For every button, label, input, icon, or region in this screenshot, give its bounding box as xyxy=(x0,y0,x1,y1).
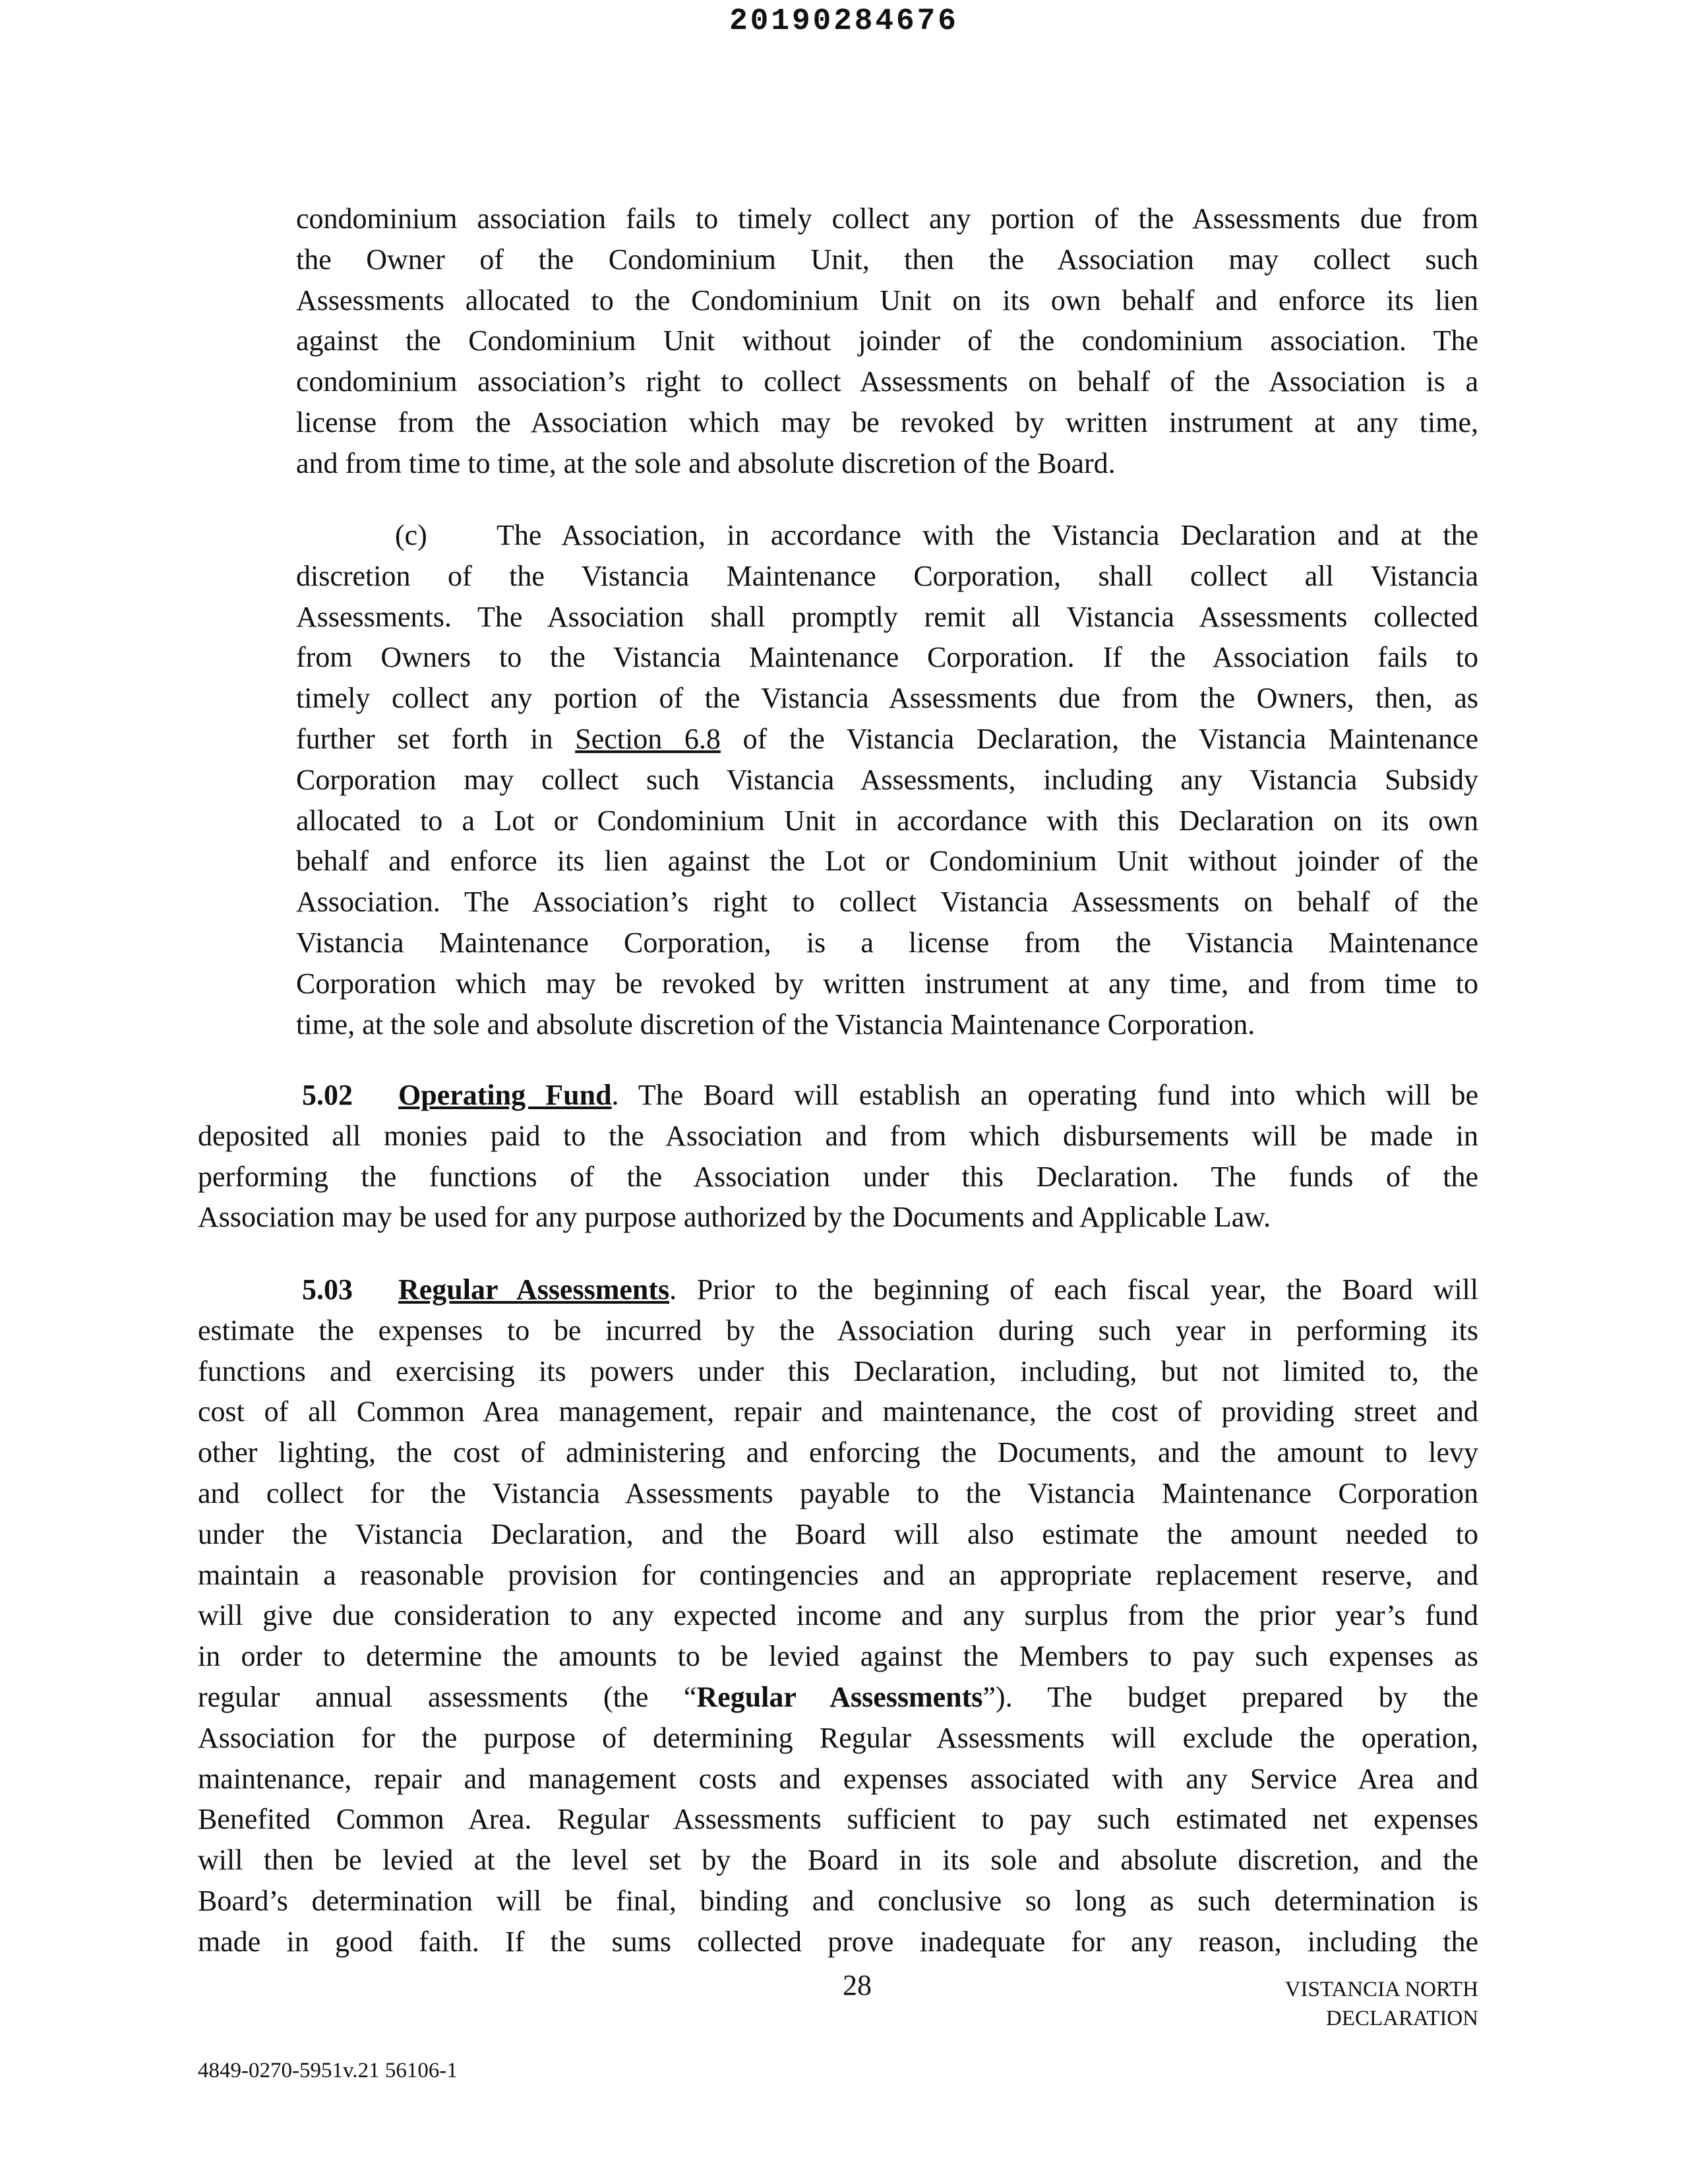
text-line: timely collect any portion of the Vistancia Assessments due from the Owners, then, as xyxy=(296,682,1478,715)
text-line xyxy=(296,719,1478,760)
section-number: 5.02 xyxy=(302,1079,353,1111)
text-line: behalf and enforce its lien against the Lot or Condominium Unit without joinder of the xyxy=(296,845,1478,878)
text-span: ”). The budget prepared by the xyxy=(982,1680,1478,1713)
text-line: condominium association’s right to collect Assessments on behalf of the Association is a xyxy=(296,365,1478,398)
text-line: Assessments allocated to the Condominium Unit on its own behalf and enforce its lien xyxy=(296,284,1478,317)
text-line xyxy=(198,1677,1478,1718)
text-span: regular annual assessments (the “ xyxy=(198,1680,697,1713)
text-line: Benefited Common Area. Regular Assessments sufficient to pay such estimated net expenses xyxy=(198,1803,1478,1836)
text-line: license from the Association which may be revoked by written instrument at any time, xyxy=(296,406,1478,439)
text-line: discretion of the Vistancia Maintenance Corporation, shall collect all Vistancia xyxy=(296,559,1478,592)
text-line: made in good faith. If the sums collected prove inadequate for any reason, including the xyxy=(198,1925,1478,1958)
document-id: 4849-0270-5951v.21 56106-1 xyxy=(198,2059,458,2082)
section-heading: Operating Fund xyxy=(398,1079,612,1111)
text-line: other lighting, the cost of administering and enforcing the Documents, and the amount to levy xyxy=(198,1436,1478,1469)
paragraph-c xyxy=(296,515,1478,1045)
text-span: of the Vistancia Declaration, the Vistancia Maintenance xyxy=(720,722,1478,755)
recording-number: 20190284676 xyxy=(729,4,959,38)
text-line xyxy=(198,1075,1478,1116)
document-title-line: VISTANCIA NORTH xyxy=(1284,1978,1478,2001)
defined-term: Regular Assessments xyxy=(696,1680,983,1713)
document-title-line: DECLARATION xyxy=(1326,2007,1478,2030)
paragraph-c-first-line: The Association, in accordance with the Vistancia Declaration and at the xyxy=(497,519,1478,551)
paragraph-b-continuation xyxy=(296,198,1478,484)
text-line: performing the functions of the Association under this Declaration. The funds of the xyxy=(198,1160,1478,1193)
text-line: condominium association fails to timely collect any portion of the Assessments due from xyxy=(296,202,1478,235)
text-line: Assessments. The Association shall promptly remit all Vistancia Assessments collected xyxy=(296,600,1478,633)
section-heading: Regular Assessments xyxy=(398,1273,670,1306)
text-line: Corporation may collect such Vistancia Assessments, including any Vistancia Subsidy xyxy=(296,763,1478,796)
text-line xyxy=(198,1269,1478,1310)
text-line: and collect for the Vistancia Assessments payable to the Vistancia Maintenance Corporation xyxy=(198,1476,1478,1509)
text-line: from Owners to the Vistancia Maintenance Corporation. If the Association fails to xyxy=(296,641,1478,674)
section-5-02 xyxy=(198,1075,1478,1238)
text-line: deposited all monies paid to the Association and from which disbursements will be made in xyxy=(198,1119,1478,1152)
text-line: Association for the purpose of determining Regular Assessments will exclude the operation, xyxy=(198,1721,1478,1754)
text-line: maintenance, repair and management costs and expenses associated with any Service Area and xyxy=(198,1762,1478,1795)
page-number: 28 xyxy=(843,1969,872,2001)
section-number: 5.03 xyxy=(302,1273,353,1306)
document-title xyxy=(1083,1975,1478,2033)
text-line: will give due consideration to any expected income and any surplus from the prior year’s fund xyxy=(198,1599,1478,1632)
text-line: Corporation which may be revoked by written instrument at any time, and from time to xyxy=(296,967,1478,1000)
text-line: and from time to time, at the sole and absolute discretion of the Board. xyxy=(296,446,1116,479)
text-line xyxy=(296,515,1478,556)
text-line: under the Vistancia Declaration, and the Board will also estimate the amount needed to xyxy=(198,1517,1478,1550)
text-line: in order to determine the amounts to be levied against the Members to pay such expenses as xyxy=(198,1640,1478,1673)
text-line: estimate the expenses to be incurred by the Association during such year in performing its xyxy=(198,1314,1478,1347)
text-line: will then be levied at the level set by the Board in its sole and absolute discretion, and the xyxy=(198,1844,1478,1877)
text-line: Association. The Association’s right to collect Vistancia Assessments on behalf of the xyxy=(296,886,1478,919)
text-line: Association may be used for any purpose authorized by the Documents and Applicable Law. xyxy=(198,1201,1271,1234)
section-5-03 xyxy=(198,1269,1478,1962)
text-line: time, at the sole and absolute discretion of the Vistancia Maintenance Corporation. xyxy=(296,1008,1255,1041)
text-span: . Prior to the beginning of each fiscal year, the Board will xyxy=(669,1273,1478,1306)
text-line: against the Condominium Unit without joinder of the condominium association. The xyxy=(296,324,1478,357)
text-span: . The Board will establish an operating fund into which will be xyxy=(611,1079,1479,1111)
text-line: the Owner of the Condominium Unit, then the Association may collect such xyxy=(296,243,1478,276)
text-line: functions and exercising its powers under this Declaration, including, but not limited to, the xyxy=(198,1354,1478,1387)
text-line: cost of all Common Area management, repair and maintenance, the cost of providing street and xyxy=(198,1395,1478,1428)
text-line: Vistancia Maintenance Corporation, is a license from the Vistancia Maintenance xyxy=(296,926,1478,959)
text-line: Board’s determination will be final, binding and conclusive so long as such determination is xyxy=(198,1884,1478,1917)
text-line: maintain a reasonable provision for contingencies and an appropriate replacement reserve, and xyxy=(198,1558,1478,1591)
text-span: further set forth in xyxy=(296,722,576,755)
text-line: allocated to a Lot or Condominium Unit in accordance with this Declaration on its own xyxy=(296,804,1478,837)
paragraph-label: (c) xyxy=(395,519,427,551)
section-reference: Section 6.8 xyxy=(575,722,721,755)
